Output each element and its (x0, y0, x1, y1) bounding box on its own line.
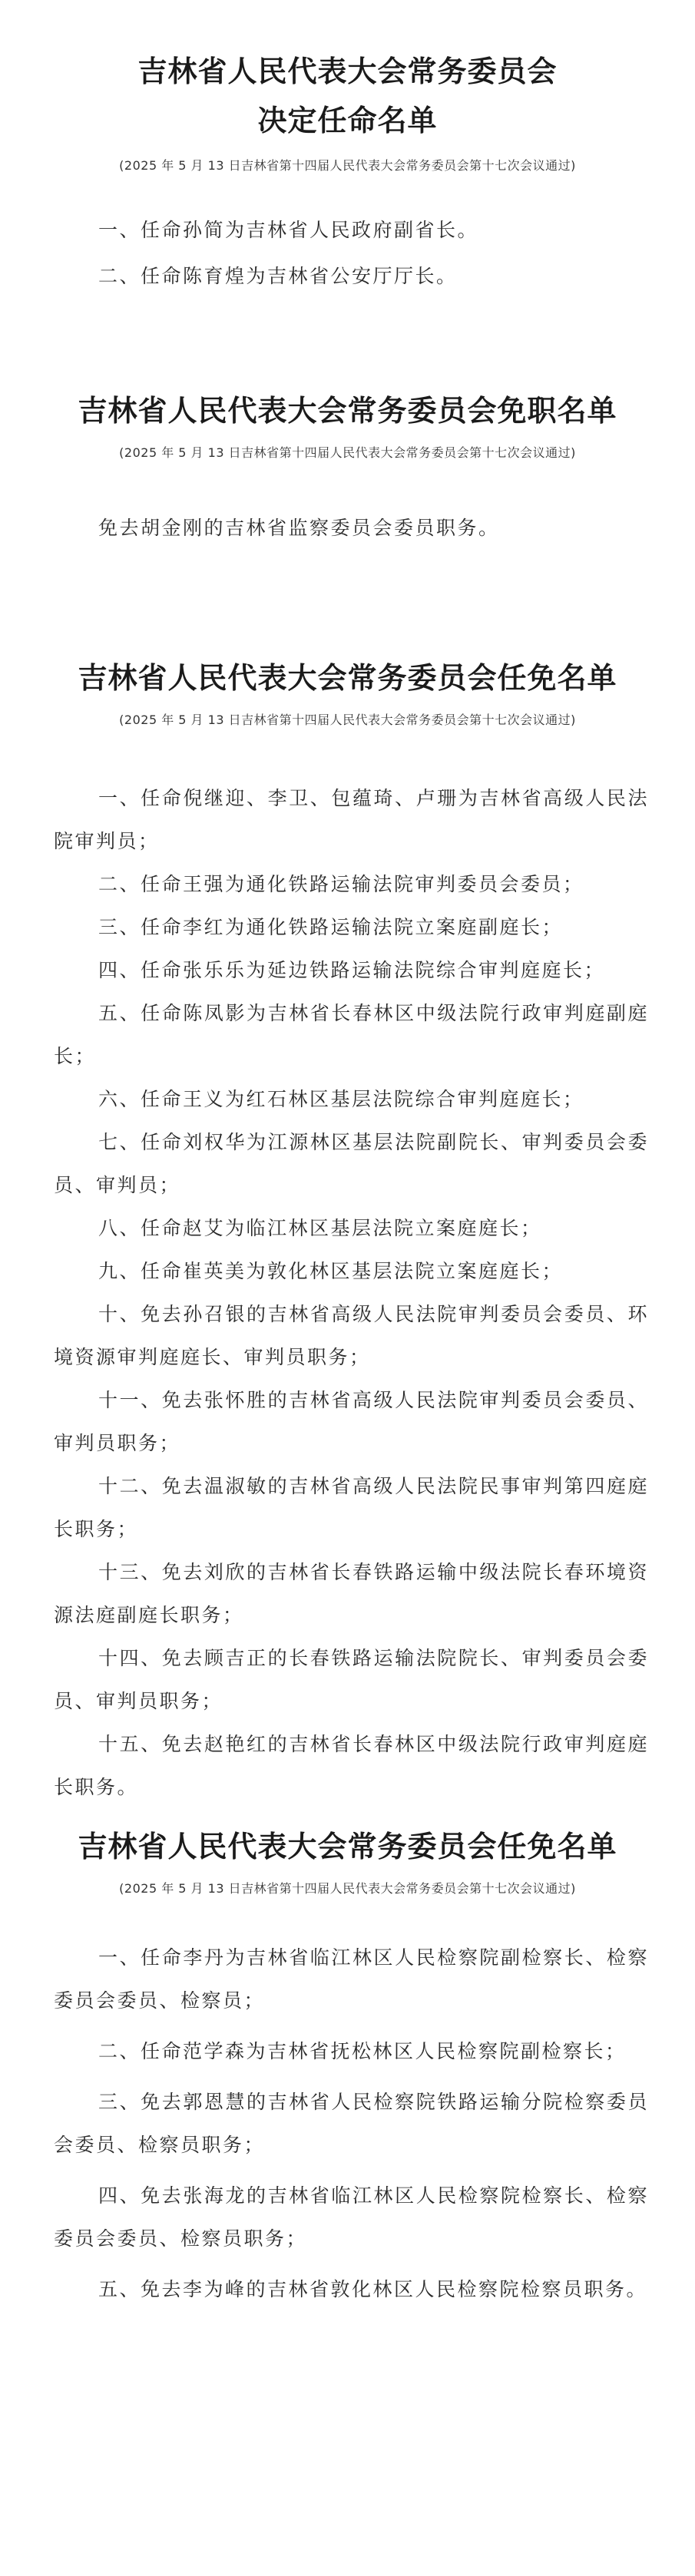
list-item: 一、任命李丹为吉林省临江林区人民检察院副检察长、检察委员会委员、检察员； (54, 1946, 649, 2012)
court-appointment-removal-section (0, 656, 695, 1809)
procuratorate-appointment-removal-section (0, 1824, 695, 2311)
list-item: 四、免去张海龙的吉林省临江林区人民检察院检察长、检察委员会委员、检察员职务； (54, 2184, 649, 2250)
item-list (0, 209, 695, 298)
list-item: 十一、免去张怀胜的吉林省高级人民法院审判委员会委员、审判员职务； (54, 1389, 649, 1454)
item-list (0, 507, 695, 550)
list-item: 十五、免去赵艳红的吉林省长春林区中级法院行政审判庭庭长职务。 (54, 1733, 649, 1798)
list-item: 免去胡金刚的吉林省监察委员会委员职务。 (98, 517, 500, 539)
item-list (0, 777, 695, 1809)
list-item: 四、任命张乐乐为延边铁路运输法院综合审判庭庭长； (98, 959, 606, 981)
section-title: 吉林省人民代表大会常务委员会任免名单 (78, 1830, 617, 1863)
session-note: (2025 年 5 月 13 日吉林省第十四届人民代表大会常务委员会第十七次会议通过) (119, 1881, 576, 1896)
list-item: 三、任命李红为通化铁路运输法院立案庭副庭长； (98, 916, 564, 938)
list-item: 五、任命陈凤影为吉林省长春林区中级法院行政审判庭副庭长； (54, 1002, 649, 1067)
appointment-decision-section (0, 49, 695, 298)
removal-section (0, 389, 695, 550)
list-item: 一、任命倪继迎、李卫、包蕴琦、卢珊为吉林省高级人民法院审判员； (54, 787, 649, 852)
list-item: 三、免去郭恩慧的吉林省人民检察院铁路运输分院检察委员会委员、检察员职务； (54, 2091, 649, 2156)
session-note: (2025 年 5 月 13 日吉林省第十四届人民代表大会常务委员会第十七次会议通过) (119, 713, 576, 727)
list-item: 一、任命孙简为吉林省人民政府副省长。 (98, 219, 479, 241)
item-list (0, 1936, 695, 2311)
list-item: 十四、免去顾吉正的长春铁路运输法院院长、审判委员会委员、审判员职务； (54, 1647, 649, 1712)
list-item: 八、任命赵艾为临江林区基层法院立案庭庭长； (98, 1217, 542, 1239)
section-title-line2: 决定任命名单 (257, 104, 438, 137)
list-item: 六、任命王义为红石林区基层法院综合审判庭庭长； (98, 1088, 584, 1110)
list-item: 七、任命刘权华为江源林区基层法院副院长、审判委员会委员、审判员； (54, 1131, 649, 1196)
list-item: 五、免去李为峰的吉林省敦化林区人民检察院检察员职务。 (98, 2278, 648, 2300)
list-item: 二、任命王强为通化铁路运输法院审判委员会委员； (98, 873, 584, 895)
section-title: 吉林省人民代表大会常务委员会免职名单 (78, 394, 617, 428)
list-item: 十、免去孙召银的吉林省高级人民法院审判委员会委员、环境资源审判庭庭长、审判员职务； (54, 1303, 649, 1368)
list-item: 二、任命范学森为吉林省抚松林区人民检察院副检察长； (98, 2040, 627, 2062)
list-item: 二、任命陈育煌为吉林省公安厅厅长。 (98, 265, 458, 287)
list-item: 十三、免去刘欣的吉林省长春铁路运输中级法院长春环境资源法庭副庭长职务； (54, 1561, 649, 1626)
section-title: 吉林省人民代表大会常务委员会任免名单 (78, 661, 617, 695)
session-note: (2025 年 5 月 13 日吉林省第十四届人民代表大会常务委员会第十七次会议通过) (119, 158, 576, 173)
session-note: (2025 年 5 月 13 日吉林省第十四届人民代表大会常务委员会第十七次会议通过) (119, 445, 576, 460)
list-item: 九、任命崔英美为敦化林区基层法院立案庭庭长； (98, 1260, 564, 1282)
section-title-line1: 吉林省人民代表大会常务委员会 (137, 55, 558, 88)
list-item: 十二、免去温淑敏的吉林省高级人民法院民事审判第四庭庭长职务； (54, 1475, 649, 1540)
